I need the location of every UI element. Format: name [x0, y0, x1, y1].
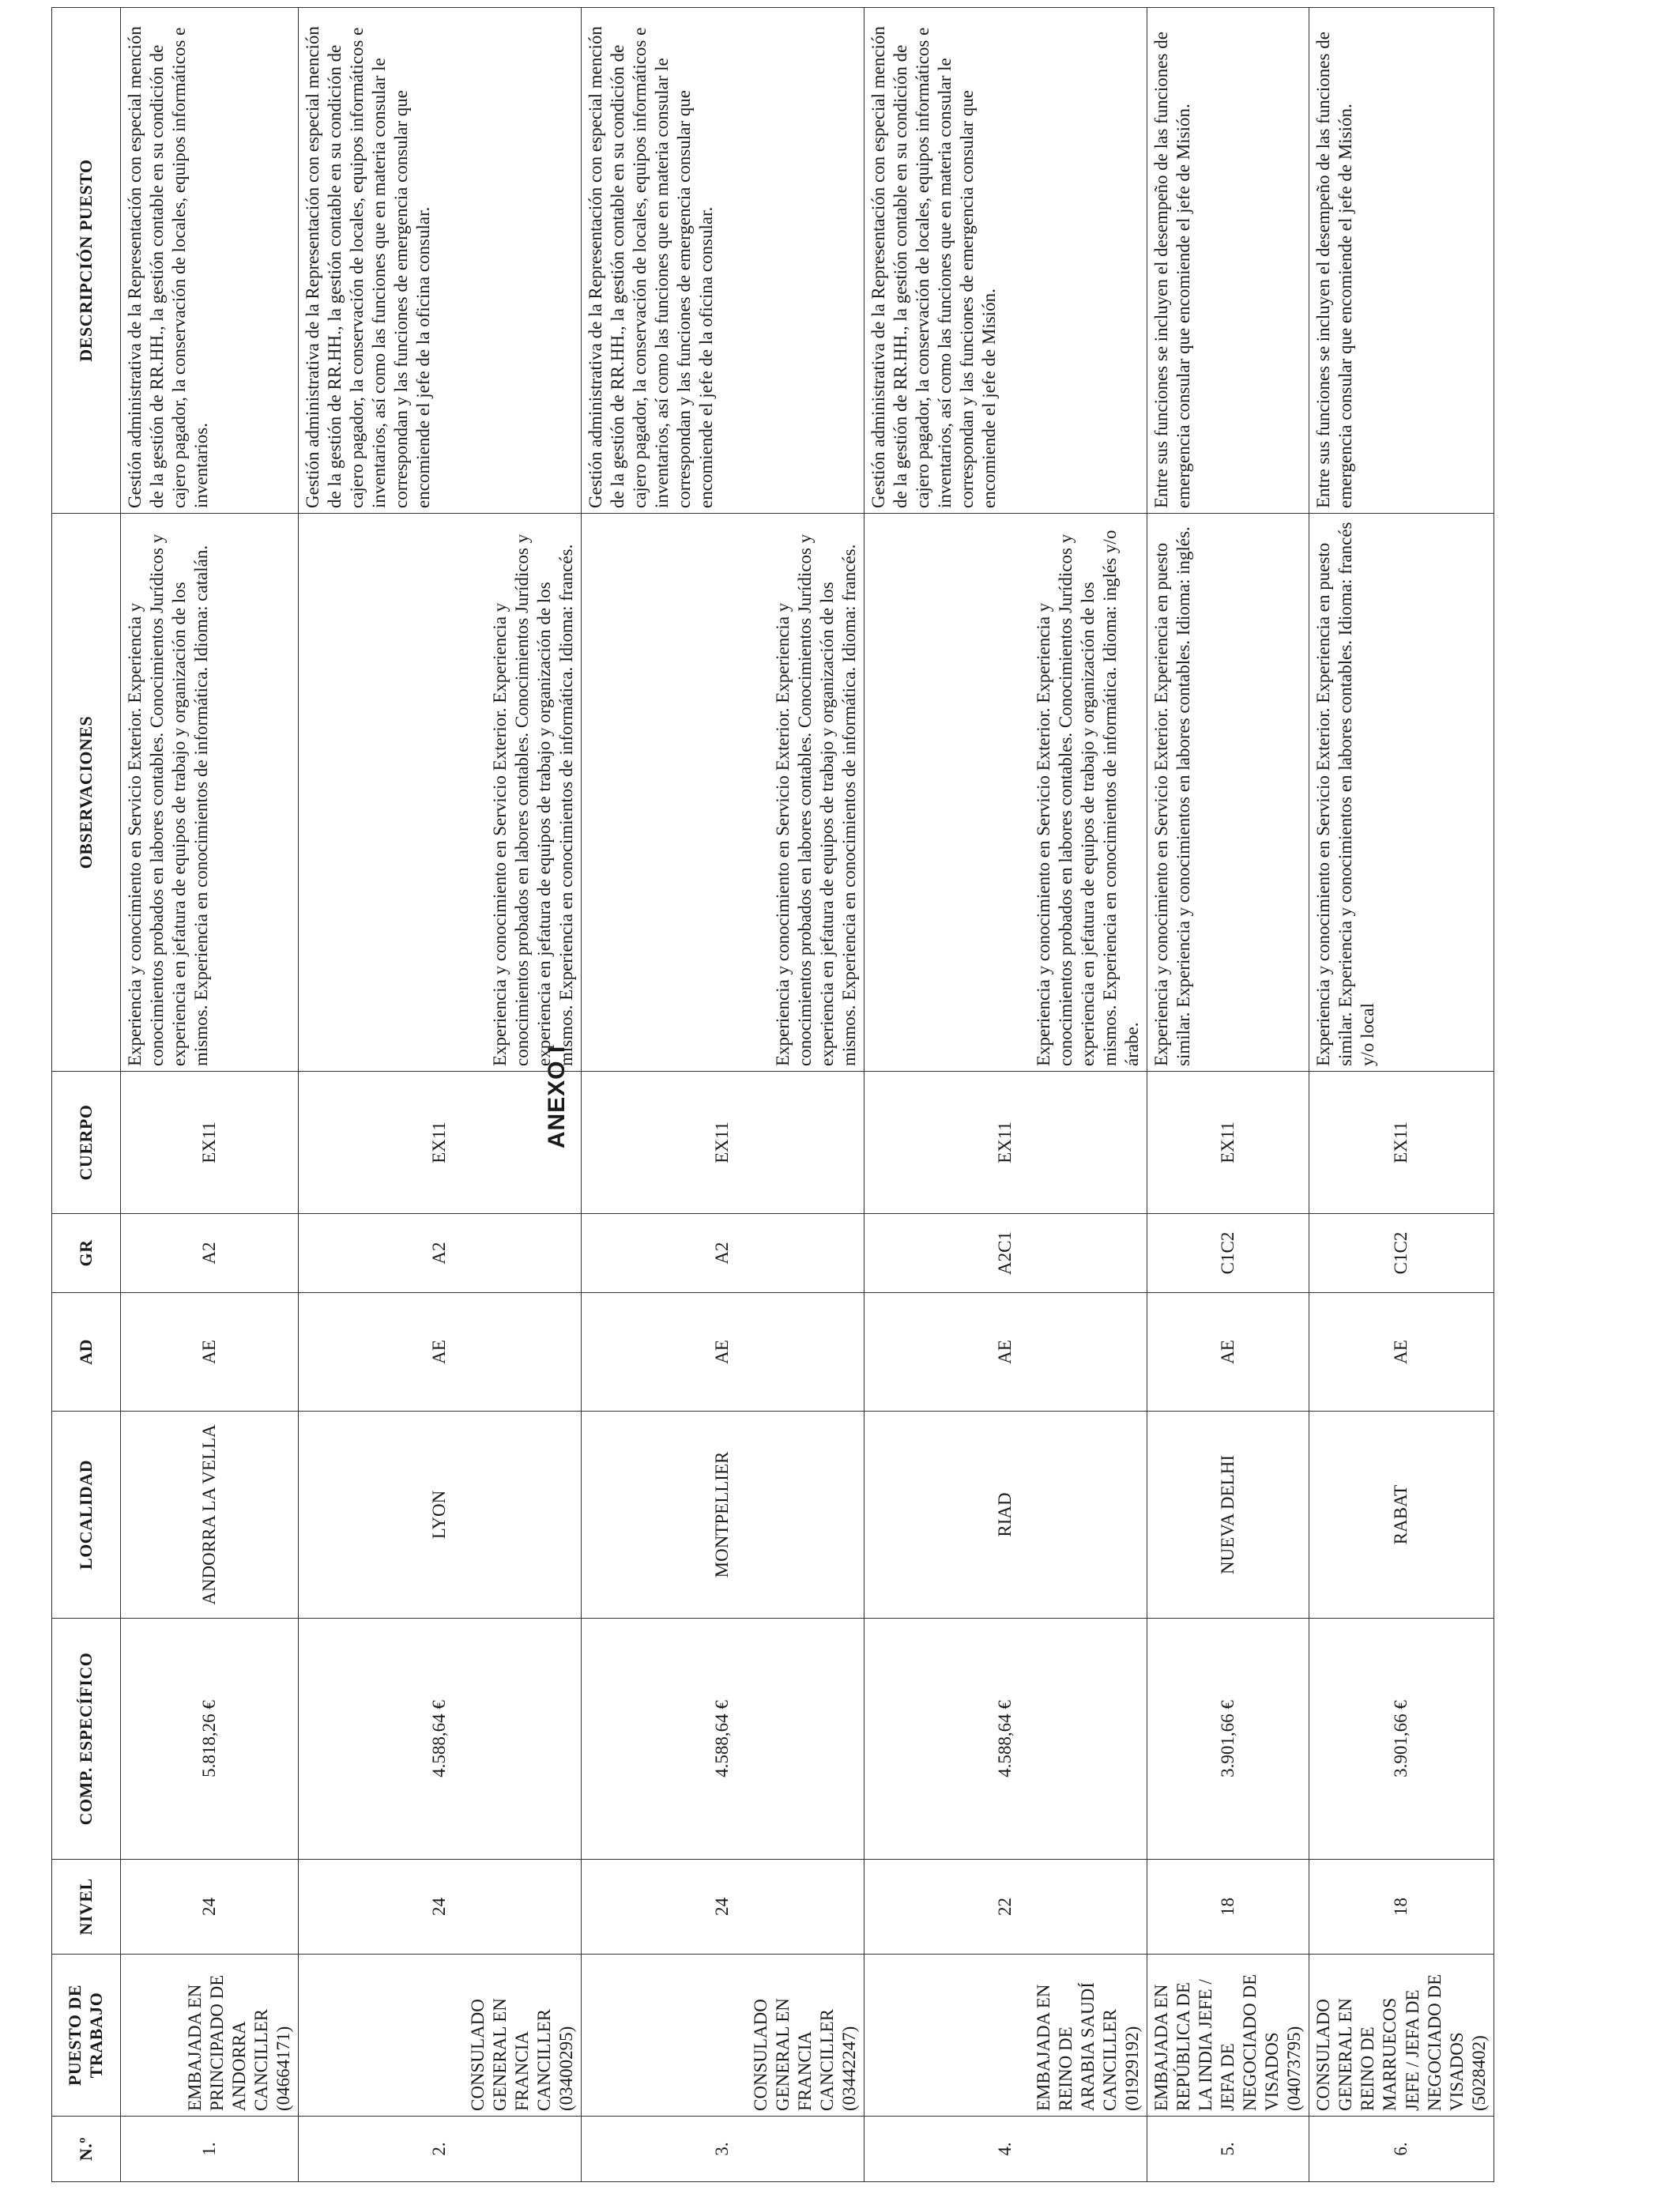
- cell-num: 4.: [864, 2117, 1147, 2182]
- cell-localidad: NUEVA DELHI: [1147, 1412, 1309, 1619]
- table-row: [582, 8, 864, 2182]
- header-num: N.º: [52, 2117, 121, 2182]
- cell-num: 5.: [1147, 2117, 1309, 2182]
- cell-num: 3.: [582, 2117, 864, 2182]
- header-descripcion: DESCRIPCIÓN PUESTO: [52, 8, 121, 514]
- cell-comp: 4.588,64 €: [864, 1619, 1147, 1860]
- positions-table-wrapper: [51, 8, 1489, 2182]
- table-row: [121, 8, 299, 2182]
- cell-observaciones: Experiencia y conocimiento en Servicio Exterior. Experiencia y conocimientos probados en labores contables. Conocimientos Jurídicos y experiencia en jefatura de equipos de trabajo y organización de los mismos. Experiencia en conocimientos de informática. Idioma: francés.: [582, 514, 864, 1072]
- header-observaciones: OBSERVACIONES: [52, 514, 121, 1072]
- header-row: [52, 8, 121, 2182]
- header-puesto: PUESTO DE TRABAJO: [52, 1955, 121, 2117]
- positions-table: [51, 7, 1494, 2182]
- cell-cuerpo: EX11: [582, 1072, 864, 1214]
- cell-observaciones: Experiencia y conocimiento en Servicio Exterior. Experiencia y conocimientos probados en labores contables. Conocimientos Jurídicos y experiencia en jefatura de equipos de trabajo y organización de los mismos. Experiencia en conocimientos de informática. Idioma: francés.: [299, 514, 582, 1072]
- cell-gr: A2: [121, 1214, 299, 1293]
- table-row: [299, 8, 582, 2182]
- cell-nivel: 24: [582, 1860, 864, 1955]
- cell-nivel: 18: [1309, 1860, 1494, 1955]
- annex-title: ANEXO I: [544, 1045, 570, 1149]
- cell-puesto: CONSULADO GENERAL EN FRANCIA CANCILLER (03442247): [582, 1955, 864, 2117]
- header-nivel: NIVEL: [52, 1860, 121, 1955]
- cell-num: 6.: [1309, 2117, 1494, 2182]
- cell-observaciones: Experiencia y conocimiento en Servicio Exterior. Experiencia y conocimientos probados en labores contables. Conocimientos Jurídicos y experiencia en jefatura de equipos de trabajo y organización de los mismos. Experiencia en conocimientos de informática. Idioma: inglés y/o árabe.: [864, 514, 1147, 1072]
- header-cuerpo: CUERPO: [52, 1072, 121, 1214]
- cell-descripcion: Entre sus funciones se incluyen el desempeño de las funciones de emergencia consular que encomiende el jefe de Misión.: [1147, 8, 1309, 514]
- cell-ad: AE: [121, 1293, 299, 1412]
- cell-nivel: 24: [121, 1860, 299, 1955]
- cell-cuerpo: EX11: [299, 1072, 582, 1214]
- cell-gr: C1C2: [1147, 1214, 1309, 1293]
- cell-gr: C1C2: [1309, 1214, 1494, 1293]
- cell-localidad: ANDORRA LA VELLA: [121, 1412, 299, 1619]
- header-comp: COMP. ESPECÍFICO: [52, 1619, 121, 1860]
- cell-comp: 4.588,64 €: [299, 1619, 582, 1860]
- header-gr: GR: [52, 1214, 121, 1293]
- cell-ad: AE: [864, 1293, 1147, 1412]
- cell-descripcion: Entre sus funciones se incluyen el desempeño de las funciones de emergencia consular que encomiende el jefe de Misión.: [1309, 8, 1494, 514]
- table-row: [1309, 8, 1494, 2182]
- cell-num: 1.: [121, 2117, 299, 2182]
- cell-nivel: 22: [864, 1860, 1147, 1955]
- cell-descripcion: Gestión administrativa de la Representación con especial mención de la gestión de RR.HH., la gestión contable en su condición de cajero pagador, la conservación de locales, equipos informáticos e inventarios, así como las funciones que en materia consular le correspondan y las funciones de emergencia consular que encomiende el jefe de la oficina consular.: [299, 8, 582, 514]
- cell-localidad: LYON: [299, 1412, 582, 1619]
- cell-localidad: MONTPELLIER: [582, 1412, 864, 1619]
- cell-puesto: CONSULADO GENERAL EN FRANCIA CANCILLER (03400295): [299, 1955, 582, 2117]
- cell-cuerpo: EX11: [1147, 1072, 1309, 1214]
- cell-comp: 3.901,66 €: [1309, 1619, 1494, 1860]
- cell-gr: A2: [299, 1214, 582, 1293]
- table-row: [864, 8, 1147, 2182]
- cell-gr: A2: [582, 1214, 864, 1293]
- cell-comp: 3.901,66 €: [1147, 1619, 1309, 1860]
- cell-ad: AE: [299, 1293, 582, 1412]
- cell-localidad: RABAT: [1309, 1412, 1494, 1619]
- cell-ad: AE: [1309, 1293, 1494, 1412]
- cell-descripcion: Gestión administrativa de la Representación con especial mención de la gestión de RR.HH., la gestión contable en su condición de cajero pagador, la conservación de locales, equipos informáticos e inventarios.: [121, 8, 299, 514]
- cell-ad: AE: [1147, 1293, 1309, 1412]
- cell-ad: AE: [582, 1293, 864, 1412]
- cell-puesto: CONSULADO GENERAL EN REINO DE MARRUECOS JEFE / JEFA DE NEGOCIADO DE VISADOS (5028402): [1309, 1955, 1494, 2117]
- cell-num: 2.: [299, 2117, 582, 2182]
- cell-observaciones: Experiencia y conocimiento en Servicio Exterior. Experiencia en puesto similar. Experiencia y conocimientos en labores contables. Idioma: inglés.: [1147, 514, 1309, 1072]
- header-localidad: LOCALIDAD: [52, 1412, 121, 1619]
- cell-puesto: EMBAJADA EN PRINCIPADO DE ANDORRA CANCILLER (04664171): [121, 1955, 299, 2117]
- cell-nivel: 24: [299, 1860, 582, 1955]
- cell-puesto: EMBAJADA EN REINO DE ARABIA SAUDÍ CANCILLER (01929192): [864, 1955, 1147, 2117]
- cell-puesto: EMBAJADA EN REPÚBLICA DE LA INDIA JEFE / JEFA DE NEGOCIADO DE VISADOS (04073795): [1147, 1955, 1309, 2117]
- cell-localidad: RIAD: [864, 1412, 1147, 1619]
- cell-nivel: 18: [1147, 1860, 1309, 1955]
- cell-descripcion: Gestión administrativa de la Representación con especial mención de la gestión de RR.HH., la gestión contable en su condición de cajero pagador, la conservación de locales, equipos informáticos e inventarios, así como las funciones que en materia consular le correspondan y las funciones de emergencia consular que encomiende el jefe de Misión.: [864, 8, 1147, 514]
- cell-cuerpo: EX11: [1309, 1072, 1494, 1214]
- cell-observaciones: Experiencia y conocimiento en Servicio Exterior. Experiencia y conocimientos probados en labores contables. Conocimientos Jurídicos y experiencia en jefatura de equipos de trabajo y organización de los mismos. Experiencia en conocimientos de informática. Idioma: catalán.: [121, 514, 299, 1072]
- cell-cuerpo: EX11: [864, 1072, 1147, 1214]
- cell-descripcion: Gestión administrativa de la Representación con especial mención de la gestión de RR.HH., la gestión contable en su condición de cajero pagador, la conservación de locales, equipos informáticos e inventarios, así como las funciones que en materia consular le correspondan y las funciones de emergencia consular que encomiende el jefe de la oficina consular.: [582, 8, 864, 514]
- cell-cuerpo: EX11: [121, 1072, 299, 1214]
- header-ad: AD: [52, 1293, 121, 1412]
- cell-comp: 4.588,64 €: [582, 1619, 864, 1860]
- table-row: [1147, 8, 1309, 2182]
- cell-observaciones: Experiencia y conocimiento en Servicio Exterior. Experiencia en puesto similar. Experiencia y conocimientos en labores contables. Idioma: francés y/o local: [1309, 514, 1494, 1072]
- cell-gr: A2C1: [864, 1214, 1147, 1293]
- cell-comp: 5.818,26 €: [121, 1619, 299, 1860]
